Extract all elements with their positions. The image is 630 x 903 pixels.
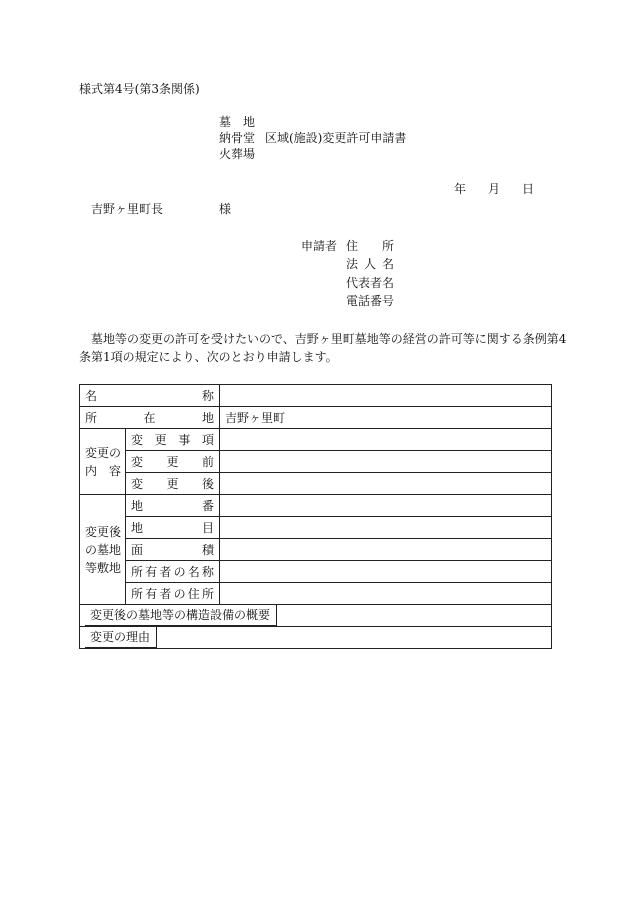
applicant-representative-label: 代 表 者 名: [346, 276, 395, 290]
location-label: 所 在 地: [80, 407, 220, 429]
table-row-change-after: [80, 473, 552, 495]
structure-label: 変更後の墓地等の構造設備の概要: [85, 605, 277, 626]
applicant-phone-label: 電 話 番 号: [346, 294, 395, 308]
table-row-land-category: [80, 517, 552, 539]
form-number: 様式第4号(第3条関係): [79, 82, 200, 96]
location-value[interactable]: 吉野ヶ里町: [220, 407, 552, 429]
title-facility-ossuary: 納骨堂: [219, 131, 256, 145]
lot-number-label: 地 番: [126, 495, 220, 517]
owner-address-value[interactable]: [220, 583, 552, 605]
addressee-name: 吉野ヶ里町長: [91, 202, 164, 216]
name-label: 名 称: [80, 385, 220, 407]
table-row-owner-name: [80, 561, 552, 583]
application-table: [79, 384, 552, 649]
name-value[interactable]: [220, 385, 552, 407]
table-row-name: [80, 385, 552, 407]
title-suffix: 区域(施設)変更許可申請書: [265, 131, 407, 145]
area-value[interactable]: [220, 539, 552, 561]
date-day-label: 日: [522, 182, 535, 196]
land-category-value[interactable]: [220, 517, 552, 539]
owner-name-value[interactable]: [220, 561, 552, 583]
structure-section[interactable]: [80, 605, 552, 627]
table-row-structure: [80, 605, 552, 627]
table-row-reason: [80, 627, 552, 649]
reason-label: 変更の理由: [85, 627, 157, 648]
change-item-value[interactable]: [220, 429, 552, 451]
table-row-change-item: [80, 429, 552, 451]
change-group-label: 変更の 内 容: [80, 429, 126, 495]
owner-address-label: 所 有 者 の 住 所: [126, 583, 220, 605]
body-text-line1: 墓地等の変更の許可を受けたいので、吉野ヶ里町墓地等の経営の許可等に関する条例第4: [79, 332, 567, 346]
table-row-area: [80, 539, 552, 561]
area-label: 面 積: [126, 539, 220, 561]
date-year-label: 年: [454, 182, 467, 196]
table-row-change-before: [80, 451, 552, 473]
title-facility-cemetery: 墓 地: [219, 115, 256, 129]
applicant-corporation-label: 法 人 名: [346, 257, 394, 271]
table-row-lot-number: [80, 495, 552, 517]
date-month-label: 月: [488, 182, 501, 196]
applicant-label: 申請者: [301, 239, 338, 253]
land-category-label: 地 目: [126, 517, 220, 539]
site-group-label: 変更後 の墓地 等敷地: [80, 495, 126, 605]
table-row-location: [80, 407, 552, 429]
change-after-label: 変 更 後: [126, 473, 220, 495]
owner-name-label: 所 有 者 の 名 称: [126, 561, 220, 583]
reason-section[interactable]: [80, 627, 552, 649]
change-after-value[interactable]: [220, 473, 552, 495]
change-before-label: 変 更 前: [126, 451, 220, 473]
lot-number-value[interactable]: [220, 495, 552, 517]
change-before-value[interactable]: [220, 451, 552, 473]
title-facility-crematorium: 火葬場: [219, 147, 256, 161]
addressee-honorific: 様: [219, 202, 232, 216]
table-row-owner-address: [80, 583, 552, 605]
applicant-address-label: 住 所: [346, 239, 394, 253]
body-text-line2: 条第1項の規定により、次のとおり申請します。: [79, 350, 338, 364]
change-item-label: 変 更 事 項: [126, 429, 220, 451]
